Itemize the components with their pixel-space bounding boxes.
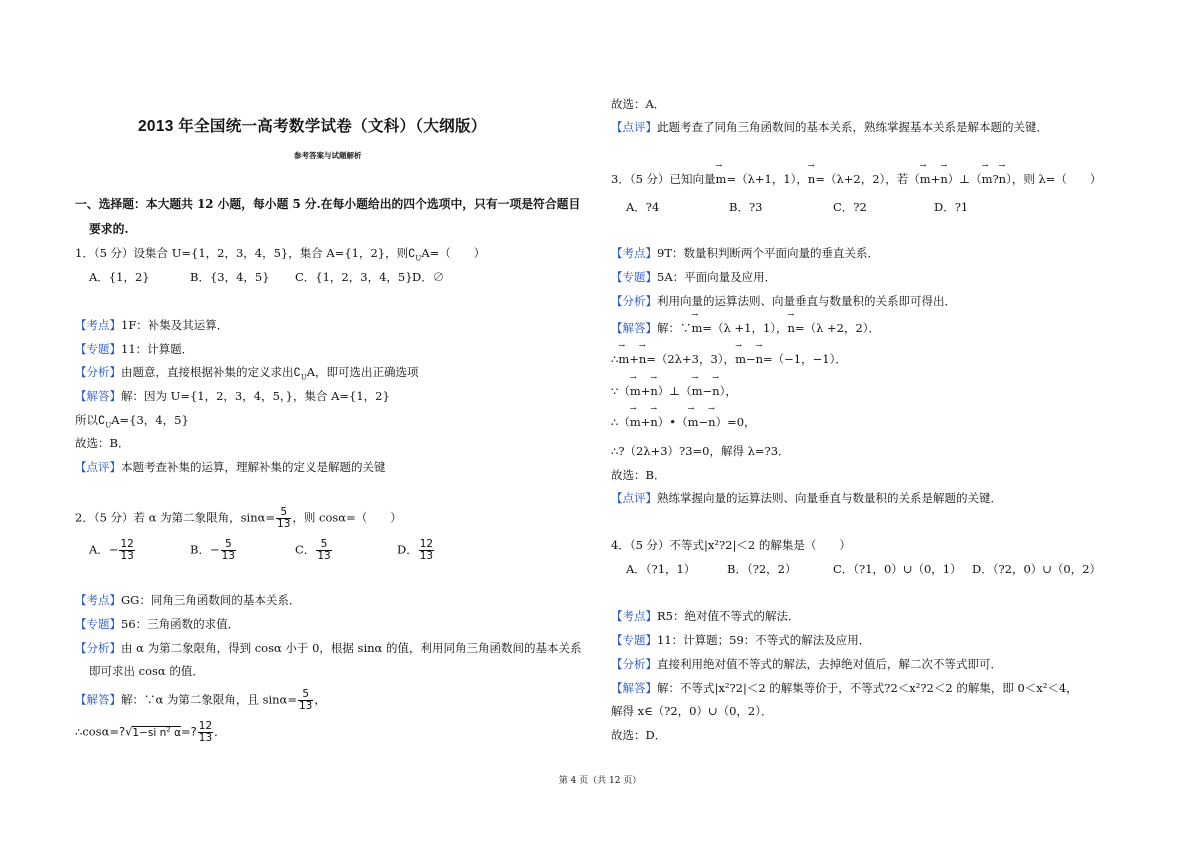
q3-option-a: A．?4 — [626, 200, 660, 214]
q1-option-d: D．∅ — [412, 270, 445, 284]
q4-option-d: D．（?2，0）∪（0，2） — [972, 562, 1102, 576]
q2-result: ∴cosα=?√1−si $n^2$ α=? $\frac{12}{13}$ ． — [75, 720, 226, 744]
q4-solution-line: 解得 x∈（?2，0）∪（0，2）． — [611, 704, 773, 718]
q1-stem: 1．（5 分）设集合 U={1，2，3，4，5}，集合 A={1，2}，则$∁_UA=$（ ） — [75, 246, 486, 263]
q1-option-b: B．{3，4，5} — [190, 270, 270, 284]
q1-kaodian: 【考点】1F：补集及其运算． — [75, 318, 229, 332]
q4-fenxi: 【分析】直接利用绝对值不等式的解法，去掉绝对值后，解二次不等式即可． — [611, 657, 1002, 671]
q3-step-4: ∴?（2λ+3）?3=0，解得 λ=?3． — [611, 444, 790, 458]
section-heading-cont: 要求的. — [89, 222, 129, 236]
q1-fenxi: 【分析】由题意，直接根据补集的定义求出$∁_UA$，即可选出正确选项 — [75, 365, 419, 382]
q1-zhuanti: 【专题】11：计算题． — [75, 342, 194, 356]
q4-option-a: A．（?1，1） — [626, 562, 696, 576]
q3-option-d: D．?1 — [934, 200, 969, 214]
page-subtitle: 参考答案与试题解析 — [294, 151, 362, 160]
page-footer: 第 4 页（共 12 页） — [558, 776, 642, 786]
q2-option-c: C． $\frac{5}{13}$ — [295, 538, 331, 562]
q2-zhuanti: 【专题】56：三角函数的求值． — [75, 617, 240, 631]
q2-dianping: 【点评】此题考查了同角三角函数间的基本关系，熟练掌握基本关系是解本题的关键． — [611, 120, 1048, 134]
q3-step-2: ∵（→ m+→ n）⊥（→ m−→ n）， — [611, 383, 737, 399]
q2-fraction: $\frac{5}{13}$ — [277, 506, 291, 530]
q2-kaodian: 【考点】GG：同角三角函数间的基本关系． — [75, 593, 301, 607]
q3-step-3: ∴（→ m+→ n）•（→ m−→ n）=0， — [611, 414, 756, 430]
q1-jieda: 【解答】解：因为 U={1，2，3，4，5，}，集合 A={1，2} — [75, 389, 390, 403]
q3-kaodian: 【考点】9T：数量积判断两个平面向量的垂直关系． — [611, 246, 879, 260]
q3-zhuanti: 【专题】5A：平面向量及应用． — [611, 270, 777, 284]
q3-dianping: 【点评】熟练掌握向量的运算法则、向量垂直与数量积的关系是解题的关键． — [611, 491, 1002, 505]
q4-stem: 4．（5 分）不等式|x²?2|＜2 的解集是（ ） — [611, 538, 851, 552]
section-heading: 一、选择题：本大题共 12 小题，每小题 5 分.在每小题给出的四个选项中，只有一项是符合题目 — [75, 197, 581, 211]
q2-fenxi: 【分析】由 α 为第二象限角，得到 cosα 小于 0，根据 sinα 的值，利用同角三角函数间的基本关系 — [75, 641, 582, 655]
q3-option-c: C．?2 — [833, 200, 867, 214]
q2-stem: 2．（5 分）若 α 为第二象限角，sinα= $\frac{5}{13}$ ，则 cosα=（ ） — [75, 506, 402, 530]
q3-step-1: ∴→ m+→ n=（2λ+3，3），→ m−→ n=（−1，−1）． — [611, 351, 847, 367]
q2-option-a: A．− $\frac{12}{13}$ — [89, 538, 134, 562]
q4-choice: 故选：D． — [611, 728, 667, 742]
q3-stem: 3．（5 分）已知向量→ m=（λ+1，1），→ n=（λ+2，2），若（→ m+→ n）⊥（→ m?→ n），则 λ=（ ） — [611, 171, 1101, 187]
q1-choice: 故选：B． — [75, 436, 130, 450]
q2-option-b: B．− $\frac{5}{13}$ — [190, 538, 235, 562]
q4-kaodian: 【考点】R5：绝对值不等式的解法． — [611, 609, 800, 623]
q2-fenxi-cont: 即可求出 cosα 的值． — [89, 664, 204, 678]
q3-jieda: 【解答】解：∵→ m=（λ +1，1），→ n=（λ +2，2）． — [611, 320, 880, 336]
q4-jieda: 【解答】解：不等式|x²?2|＜2 的解集等价于，不等式?2＜x²?2＜2 的解集，即 0＜x²＜4， — [611, 681, 1078, 695]
q1-option-c: C．{1，2，3，4，5} — [295, 270, 413, 284]
q3-option-b: B．?3 — [729, 200, 763, 214]
q2-choice: 故选：A． — [611, 97, 666, 111]
q4-option-c: C．（?1，0）∪（0，1） — [833, 562, 962, 576]
q1-dianping: 【点评】本题考查补集的运算，理解补集的定义是解题的关键 — [75, 460, 386, 474]
q1-solution-line: 所以$∁_UA=\{3$，4，5} — [75, 413, 189, 430]
q2-jieda: 【解答】解：∵α 为第二象限角，且 sinα= $\frac{5}{13}$ ， — [75, 688, 326, 712]
q3-fenxi: 【分析】利用向量的运算法则、向量垂直与数量积的关系即可得出． — [611, 294, 956, 308]
q4-option-b: B．（?2，2） — [727, 562, 797, 576]
q1-option-a: A．{1，2} — [89, 270, 150, 284]
q2-option-d: D． $\frac{12}{13}$ — [397, 538, 434, 562]
page-title: 2013 年全国统一高考数学试卷（文科）（大纲版） — [138, 118, 487, 135]
q3-choice: 故选：B． — [611, 468, 666, 482]
q4-zhuanti: 【专题】11：计算题；59：不等式的解法及应用． — [611, 633, 871, 647]
